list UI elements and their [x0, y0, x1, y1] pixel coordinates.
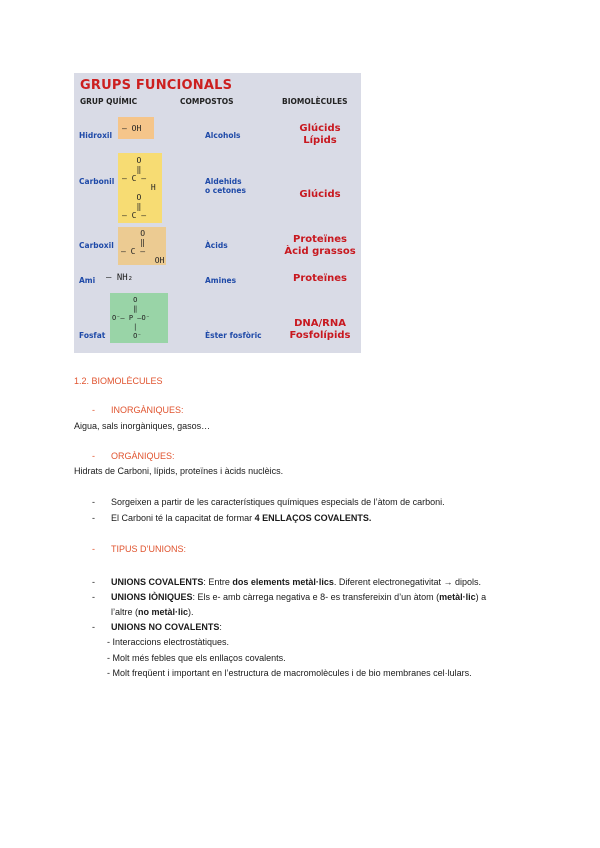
unions-no-covalents-text [111, 620, 531, 635]
bio-hidroxil-1: Glúcids [299, 123, 341, 134]
formula-amino: — NH₂ [106, 273, 134, 283]
sub-item-3: - Molt freqüent i important en l’estructura de macromolècules i de bio membranes cel·lulars. [107, 668, 472, 678]
cov-end: . Diferent electronegativitat → dipols. [333, 577, 481, 587]
bio-carboxil-2: Àcid grassos [284, 246, 356, 257]
paragraph-inorganiques: Aigua, sals inorgàniques, gasos… [74, 421, 211, 431]
bullet-2-bold: 4 ENLLAÇOS COVALENTS. [254, 513, 372, 523]
heading-organiques-text: ORGÀNIQUES: [111, 451, 175, 461]
compound-amino: Amines [205, 276, 237, 285]
ion-line2-end: ). [188, 607, 194, 617]
unions-ioniques-label: UNIONS IÒNIQUES [111, 592, 193, 602]
formula-carboxil: O ‖ — C — OH [121, 229, 165, 265]
column-header-biomolecules: BIOMOLÈCULES [282, 97, 348, 106]
unions-no-covalents-label: UNIONS NO COVALENTS [111, 622, 220, 632]
bio-carboxil-1: Proteïnes [293, 234, 347, 245]
group-hidroxil: Hidroxil [79, 131, 113, 140]
bio-fosfat-1: DNA/RNA [294, 318, 346, 329]
ion-end: ) a [475, 592, 487, 602]
group-fosfat: Fosfat [79, 331, 106, 340]
cov-mid: : Entre [203, 577, 233, 587]
ion-mid: : Els e- amb càrrega negativa e 8- es transfereixin d’un àtom ( [192, 592, 440, 602]
compound-carbonil-1: Aldehids [205, 177, 242, 186]
dash-marker: - [92, 513, 95, 523]
heading-tipus-unions-text: TIPUS D’UNIONS: [111, 544, 187, 554]
dash-marker: - [92, 577, 95, 587]
heading-inorganiques-text: INORGÀNIQUES: [111, 405, 184, 415]
compound-carbonil-2: o cetones [205, 186, 246, 195]
formula-box-carboxil [118, 227, 166, 265]
compound-fosfat: Èster fosfòric [205, 331, 262, 340]
dash-marker: - [92, 451, 95, 461]
group-carboxil: Carboxil [79, 241, 114, 250]
bio-carbonil: Glúcids [299, 189, 341, 200]
unions-ioniques-text [111, 590, 536, 620]
bullet-carboni-2-text [111, 511, 531, 526]
compound-hidroxil: Alcohols [205, 131, 241, 140]
sub-item-2: - Molt més febles que els enllaços covalents. [107, 653, 286, 663]
dash-marker: - [92, 405, 95, 415]
group-carbonil: Carbonil [79, 177, 115, 186]
column-header-compounds: COMPOSTOS [180, 97, 234, 106]
dash-marker: - [92, 544, 95, 554]
dash-marker: - [92, 497, 95, 507]
bullet-carboni-1-text: Sorgeixen a partir de les característiques químiques especials de l’àtom de carboni. [111, 497, 445, 507]
unions-covalents-label: UNIONS COVALENTS [111, 577, 204, 587]
ion-bold2: metàl·lic [439, 592, 476, 602]
group-amino: Ami [79, 276, 96, 285]
sub-item-1: - Interaccions electrostàtiques. [107, 637, 230, 647]
cov-bold2: dos elements metàl·lics [232, 577, 334, 587]
figure-title: GRUPS FUNCIONALS [80, 78, 233, 93]
dash-marker: - [92, 592, 95, 602]
dash-marker: - [92, 622, 95, 632]
formula-carbonil-ketone: O ‖ — C — [122, 193, 147, 220]
formula-carbonil-aldehyde: O ‖ — C — H [122, 156, 156, 192]
bio-hidroxil-2: Lípids [303, 135, 337, 146]
bullet-2-pre: El Carboni té la capacitat de formar [111, 513, 255, 523]
formula-box-carbonil [118, 153, 162, 223]
formula-fosfat: O ‖ O⁻— P —O⁻ | O⁻ [112, 296, 150, 340]
noncov-end: : [219, 622, 222, 632]
ion-line2-bold: no metàl·lic [138, 607, 189, 617]
bio-fosfat-2: Fosfolípids [289, 330, 351, 341]
formula-box-hidroxil [118, 117, 154, 139]
formula-hidroxil: — OH [122, 124, 142, 133]
bio-amino: Proteïnes [293, 273, 347, 284]
ion-line2-pre: l’altre ( [111, 607, 139, 617]
paragraph-organiques: Hidrats de Carboni, lípids, proteïnes i àcids nuclèics. [74, 466, 284, 476]
unions-covalents-text [111, 575, 531, 590]
column-header-group: GRUP QUÍMIC [80, 97, 138, 106]
functional-groups-figure [74, 73, 361, 353]
section-title: 1.2. BIOMOLÈCULES [74, 376, 163, 386]
formula-box-fosfat [110, 293, 168, 343]
compound-carboxil: Àcids [205, 241, 228, 250]
